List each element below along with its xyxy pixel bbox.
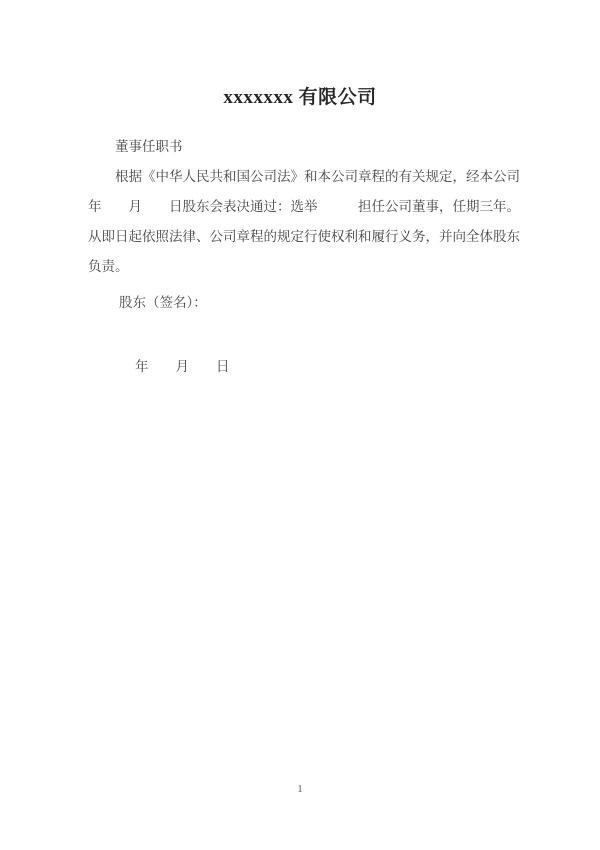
paragraph-heading: 董事任职书 bbox=[115, 139, 183, 154]
paragraph-duties: 从即日起依照法律、公司章程的规定行使权利和履行义务，并向全体股东负责。 bbox=[88, 229, 520, 274]
paragraph-date-line: 年 月 日 bbox=[135, 359, 230, 374]
document-title: xxxxxxx 有限公司 bbox=[223, 87, 377, 108]
page-number: 1 bbox=[297, 783, 303, 795]
paragraph-resolution: 年 月 日股东会表决通过：选举 担任公司董事，任期三年。 bbox=[88, 199, 520, 214]
paragraph-legal-basis: 根据《中华人民共和国公司法》和本公司章程的有关规定，经本公司 bbox=[115, 169, 520, 184]
paragraph-shareholder-signature: 股东（签名）： bbox=[119, 295, 207, 310]
document-body bbox=[88, 132, 520, 382]
